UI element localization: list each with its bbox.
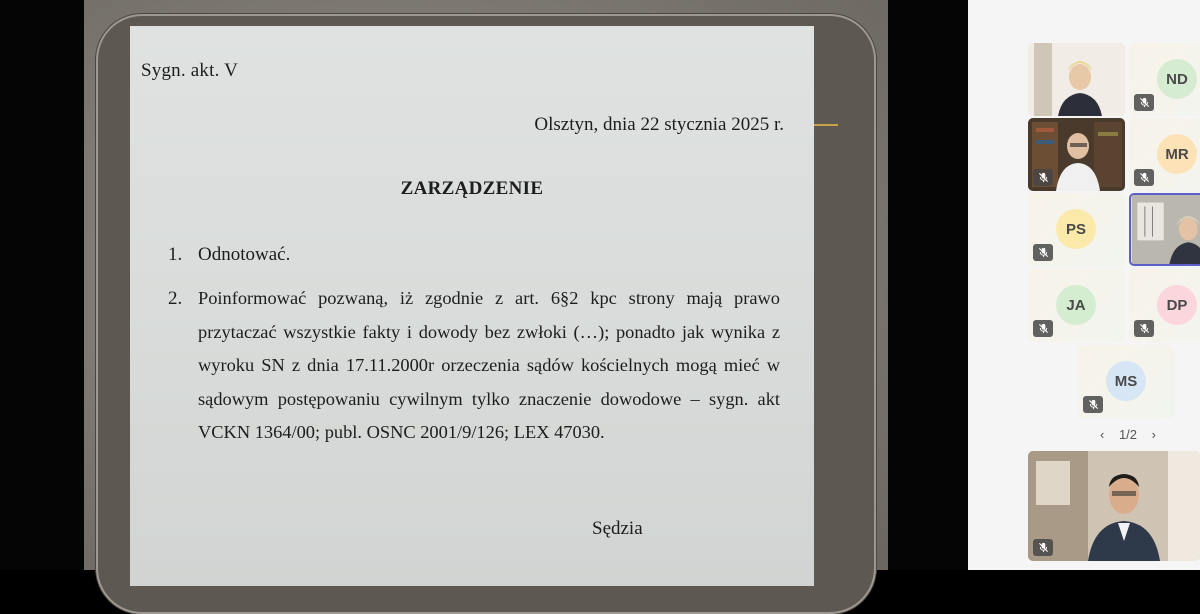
- participant-tile-mr[interactable]: [1129, 118, 1200, 191]
- mic-off-icon: [1134, 169, 1154, 186]
- page-indicator: 1/2: [1118, 426, 1138, 442]
- slide-decoration-line: [812, 124, 838, 126]
- mic-off-icon: [1033, 539, 1053, 556]
- avatar: ND: [1157, 59, 1197, 99]
- item-text-2: Poinformować pozwaną, iż zgodnie z art. 6§2 kpc strony mają prawo przytaczać wszystkie fakty i dowody bez zwłoki (…); ponadto jak wynika z wyroku SN z dnia 17.11.2000r orzeczenia sądów kościelnych mogą mieć w sądowym postępowaniu cywilnym tylko znaczenie dowodowe – sygn. akt VCKN 1364/00; publ. OSNC 2001/9/126; LEX 47030.: [198, 288, 780, 442]
- place-date: Olsztyn, dnia 22 stycznia 2025 r.: [534, 114, 784, 135]
- participant-tile-nd[interactable]: [1129, 43, 1200, 116]
- item-number-1: 1.: [168, 244, 183, 265]
- participant-tile-dp[interactable]: [1129, 269, 1200, 342]
- participant-tile-video-1[interactable]: [1028, 43, 1125, 116]
- participant-video-feed: [1028, 43, 1125, 116]
- avatar: DP: [1157, 285, 1197, 325]
- self-view-video-feed: [1028, 451, 1200, 561]
- item-text-1: Odnotować.: [198, 244, 291, 265]
- avatar: MR: [1157, 134, 1197, 174]
- mic-off-icon: [1033, 244, 1053, 261]
- item-number-2: 2.: [168, 288, 183, 309]
- mic-off-icon: [1083, 396, 1103, 413]
- mic-off-icon: [1033, 169, 1053, 186]
- participants-panel: [968, 0, 1200, 570]
- participant-tile-ps[interactable]: [1028, 193, 1125, 266]
- court-order-document: [130, 26, 814, 586]
- signature-label: Sędzia: [592, 518, 643, 539]
- participant-tile-active-speaker[interactable]: [1129, 193, 1200, 266]
- participant-tile-ja[interactable]: [1028, 269, 1125, 342]
- mic-off-icon: [1033, 320, 1053, 337]
- participant-video-feed: [1131, 195, 1200, 264]
- mic-off-icon: [1134, 320, 1154, 337]
- chevron-left-icon[interactable]: ‹: [1100, 426, 1105, 442]
- avatar: PS: [1056, 209, 1096, 249]
- participant-tile-video-2[interactable]: [1028, 118, 1125, 191]
- document-heading: ZARZĄDZENIE: [400, 178, 544, 199]
- mic-off-icon: [1134, 94, 1154, 111]
- avatar: MS: [1106, 361, 1146, 401]
- participant-tile-ms[interactable]: [1078, 345, 1175, 418]
- participant-pager: [1100, 425, 1156, 443]
- case-reference: Sygn. akt. V: [141, 60, 239, 81]
- self-view-tile[interactable]: [1028, 451, 1200, 561]
- chevron-right-icon[interactable]: ›: [1151, 426, 1156, 442]
- avatar: JA: [1056, 285, 1096, 325]
